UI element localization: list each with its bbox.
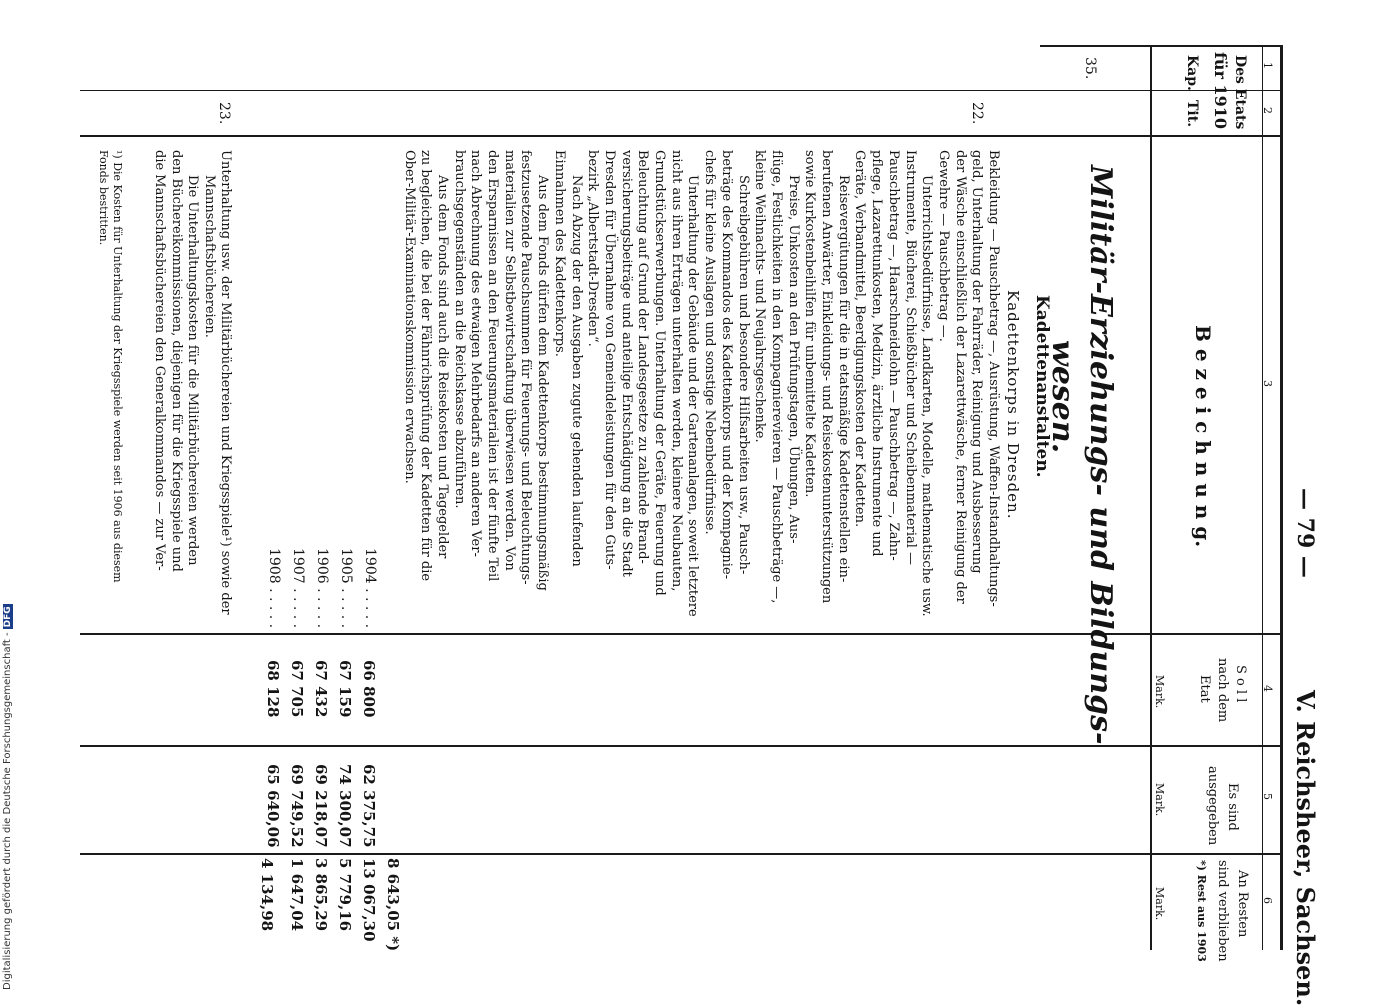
section-title: V. Reichsheer, Sachsen. (1291, 690, 1320, 1006)
subtitle: Kadettenanstalten. (1032, 295, 1052, 478)
header-soll-3: Etat (1197, 675, 1212, 703)
dfg-funding-note (2, 604, 13, 990)
col-number-5: 5 (1261, 793, 1274, 800)
body-line: Schreibgebühren und besondere Hilfsarbeiten usw., Pausch- (735, 175, 751, 575)
header-bezeichnung: B e z e i c h n u n g. (1191, 325, 1215, 548)
header-tit: Tit. (1184, 100, 1200, 128)
body-line: Ober-Militär-Examinationskommission erwachsen. (401, 150, 417, 484)
header-rest-unit: Mark. (1153, 887, 1166, 921)
body-line: zu begleichen, die bei der Fähnrichsprüfung der Kadetten für die (418, 150, 434, 582)
body-line: den Ersparnissen an den Feuerungsmaterialien ist der fünfte Teil (485, 150, 500, 582)
frame-top-line (1040, 45, 1280, 47)
body-line: kleine Weihnachts- und Neujahrsgeschenke. (752, 150, 768, 443)
body-line: materialien zur Selbstbewirtschaftung überwiesen werden. Von (501, 150, 517, 571)
body-line: Dresden für Übernahme von Gemeindeleistungen für den Guts- (601, 150, 617, 570)
tit23-line: die Mannschaftsbüchereien den Generalkommandos — zur Ver- (152, 150, 167, 571)
col-ausg-rest-divider (80, 853, 1280, 855)
tit-23-number: 23. (216, 102, 232, 125)
ausg-value: 74 300,07 (336, 764, 354, 848)
body-line: nach Abrechnung des etwaigen Mehrbedarfs an anderen Ver- (468, 150, 484, 557)
body-line: Einnahmen des Kadettenkorps. (551, 150, 567, 357)
body-line: nicht aus ihren Erträgen unterhalten werden, kleinere Neubauten, (668, 150, 684, 592)
main-title-line-1: Militär-Erziehungs- und Bildungs- (1083, 165, 1118, 745)
soll-value: 67 159 (336, 660, 354, 718)
col-tit-text-divider (80, 135, 1280, 137)
soll-value: 67 432 (312, 660, 330, 718)
body-line: Unterrichtsbedürfnisse, Landkarten, Modelle, mathematische usw. (919, 175, 935, 617)
body-line: Pauschbetrag —, Haarschneidelohn — Pauschbetrag —, Zahn- (885, 150, 901, 561)
body-line: Gewehre — Pauschbetrag —. (935, 150, 951, 342)
header-rest-1: An Resten (1235, 870, 1250, 938)
body-line: beträge des Kommandos des Kadettenkorps und der Kompagnie- (718, 150, 734, 580)
col-soll-ausg-divider (80, 745, 1280, 747)
year-label: 1908 . . . . . (266, 548, 282, 629)
col-kap-tit-divider (80, 90, 1280, 91)
body-line: der Wäsche einschließlich der Lazarettwäsche, ferner Reinigung der (952, 150, 968, 604)
header-fuer-1910: für 1910 (1211, 52, 1230, 130)
col-number-6: 6 (1261, 897, 1274, 904)
body-line: Geräte, Verbandmittel, Beerdigungskosten der Kadetten. (852, 150, 868, 528)
body-line: bezirk „Albertstadt-Dresden“. (585, 150, 601, 347)
body-line: Preise, Unkosten an den Prüfungstagen, Übungen, Aus- (785, 175, 801, 544)
body-line: Aus dem Fonds sind auch die Reisekosten und Tagegelder (434, 175, 450, 559)
soll-value: 67 705 (288, 660, 306, 718)
rest-value: 5 779,16 (336, 858, 354, 932)
year-label: 1907 . . . . . (290, 548, 306, 629)
dfg-note-text: Digitalisierung gefördert durch die Deutsche Forschungsgemeinschaft - (2, 632, 13, 990)
col-number-4: 4 (1261, 685, 1274, 692)
year-label: 1906 . . . . . (314, 548, 330, 629)
body-line: Grundstückserwerbungen. Unterhaltung der Geräte, Feuerung und (652, 150, 667, 596)
footnote-line-2: Fonds bestritten. (97, 150, 110, 246)
kap-number: 35. (1082, 57, 1098, 80)
body-line: Unterhaltung der Gebäude und der Gartenanlagen, soweit letztere (685, 175, 701, 617)
ausg-value: 69 749,52 (288, 764, 306, 848)
ausg-value: 65 640,06 (264, 764, 282, 848)
header-divider-line (1150, 45, 1152, 950)
rest-value: 8 643,05 *) (384, 858, 402, 952)
body-line: chefs für kleine Auslagen und sonstige Nebenbedürfnisse. (702, 150, 718, 535)
ausg-value: 69 218,07 (312, 764, 330, 848)
header-rest-3: *) Rest aus 1903 (1195, 860, 1208, 962)
body-line: Bekleidung — Pauschbetrag —, Ausrüstung, Waffen-Instandhaltungs- (986, 150, 1001, 607)
year-label: 1904 . . . . . (362, 548, 378, 629)
tit23-line: Die Unterhaltungskosten für die Militärbüchereien werden (185, 175, 200, 566)
col-number-3: 3 (1261, 380, 1274, 387)
body-line: Nach Abzug der den Ausgaben zugute gehenden laufenden (568, 175, 584, 567)
body-line: versicherungsbeiträge und anteilige Entschädigung an die Stadt (618, 150, 634, 577)
footnote-line-1: ¹) Die Kosten für Unterhaltung der Kriegsspiele werden seit 1906 aus diesem (111, 150, 124, 583)
header-ausg-2: ausgegeben (1205, 766, 1220, 846)
soll-value: 68 128 (264, 660, 282, 718)
header-ausg-1: Es sind (1225, 783, 1240, 831)
tit23-line: Mannschaftsbüchereien. (201, 175, 217, 338)
header-ausg-unit: Mark. (1153, 783, 1166, 817)
header-soll-2: nach dem (1215, 658, 1230, 723)
body-line: Instrumente, Bücherei, Schießbücher und Scheibenmaterial — (902, 150, 918, 566)
rest-value: 1 647,04 (288, 858, 306, 932)
body-line: Beleuchtung auf Grund der Landesgesetze zu zahlende Brand- (635, 150, 651, 564)
year-label: 1905 . . . . . (338, 548, 354, 629)
body-line: Reisevergütungen für die in etatsmäßige Kadettenstellen ein- (835, 175, 851, 583)
header-soll-unit: Mark. (1153, 675, 1166, 709)
dfg-logo: DFG (3, 606, 13, 628)
tit-22-number: 22. (969, 102, 985, 125)
tit23-line: den Büchereikommissionen, diejenigen für die Kriegsspiele und (168, 150, 184, 572)
col-number-1: 1 (1261, 62, 1274, 69)
body-line: berufenen Anwärter, Einkleidungs- und Reisekostenunterstützungen (819, 150, 834, 604)
col-number-row-line (1262, 45, 1263, 950)
main-title-line-2: wesen. (1045, 340, 1080, 454)
body-line: Aus dem Fonds dürfen dem Kadettenkorps bestimmungsmäßig (535, 175, 551, 591)
ausg-value: 62 375,75 (360, 764, 378, 848)
rest-value: 13 067,30 (360, 858, 378, 942)
col-number-2: 2 (1261, 107, 1274, 114)
rest-extra-value: 4 134,98 (258, 858, 276, 932)
header-soll-1: S o l l (1233, 665, 1248, 703)
body-line: pflege, Lazarettunkosten, Medizin, ärztliche Instrumente und (869, 150, 885, 557)
body-line: sowie Kurkostenbeihilfen für unbemittelte Kadetten. (802, 150, 818, 498)
page-number: — 79 — (1292, 488, 1318, 578)
sub-subtitle: Kadettenkorps in Dresden. (1004, 290, 1022, 520)
header-kap: Kap. (1184, 55, 1200, 91)
body-line: flüge, Festlichkeiten in den Kompagnierevieren — Pauschbeträge —, (768, 150, 784, 604)
body-line: geld, Unterhaltung der Fahrräder, Reinigung und Ausbesserung (969, 150, 985, 574)
header-des-etats: Des Etats (1232, 55, 1248, 130)
soll-value: 66 800 (360, 660, 378, 718)
body-line: brauchsgegenständen an die Reichskasse abzuführen. (451, 150, 467, 509)
tit23-line: Unterhaltung usw. der Militärbüchereien und Kriegsspiele¹) sowie der (218, 150, 233, 615)
frame-right-line (1280, 45, 1283, 950)
body-line: festzusetzende Pauschsummen für Feuerungs- und Beleuchtungs- (518, 150, 534, 585)
rest-value: 3 865,29 (312, 858, 330, 932)
header-rest-2: sind verblieben (1215, 860, 1230, 962)
